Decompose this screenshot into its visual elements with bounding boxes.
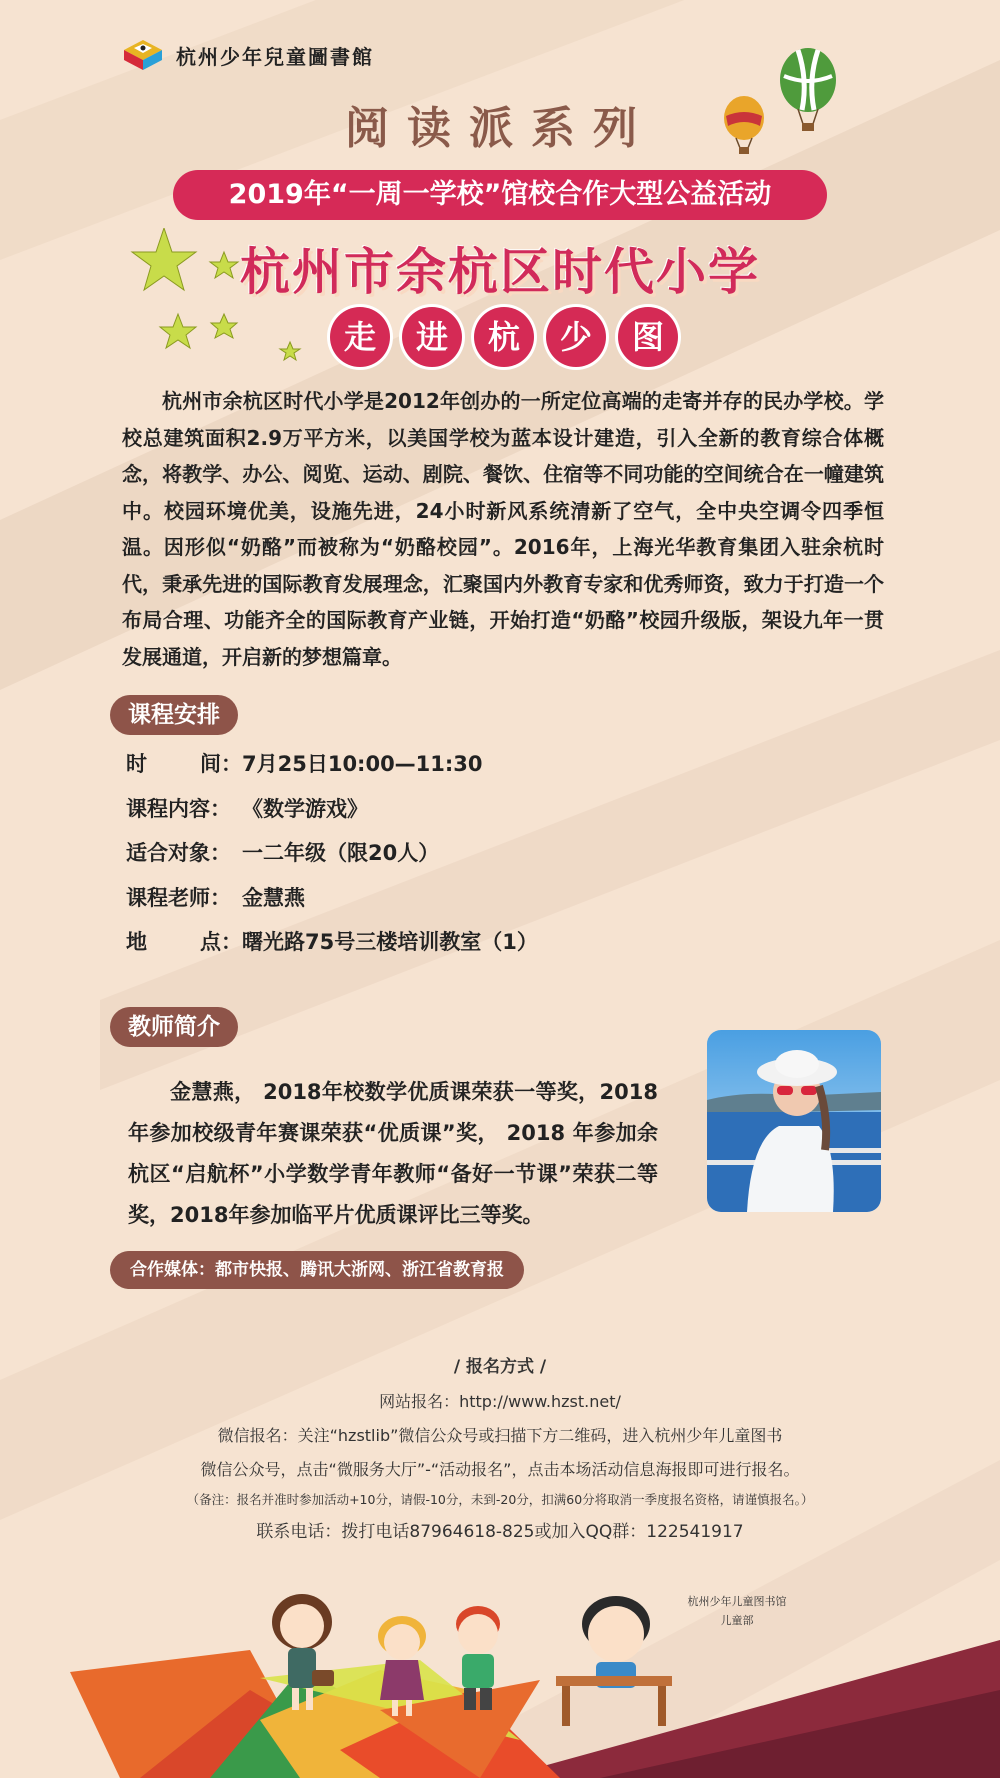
library-logo-icon <box>120 36 166 74</box>
schedule-row-content <box>126 793 538 838</box>
schedule-value: 一二年级（限20人） <box>242 841 440 865</box>
school-name: 杭州市余杭区时代小学 <box>240 243 760 301</box>
visit-char: 进 <box>402 307 462 367</box>
schedule-row-location <box>126 926 538 971</box>
teacher-bio-text: 金慧燕， 2018年校数学优质课荣获一等奖，2018年参加校级青年赛课荣获“优质课”奖， 2018 年参加余杭区“启航杯”小学数学青年教师“备好一节课”荣获二等奖，2018年参加临平片优质课评比三等奖。 <box>128 1080 658 1227</box>
registration-website: 网站报名：http://www.hzst.net/ <box>379 1392 621 1411</box>
schedule-list <box>126 748 538 971</box>
department-name: 杭州少年儿童图书馆 <box>687 1595 787 1608</box>
schedule-key-suffix: 点： <box>200 930 242 954</box>
schedule-key: 课程老师： <box>126 885 231 910</box>
department-unit: 儿童部 <box>720 1614 754 1627</box>
visit-char: 走 <box>330 307 390 367</box>
registration-heading: / 报名方式 / <box>453 1357 547 1377</box>
registration-info <box>0 1352 1000 1551</box>
schedule-key-suffix: 间： <box>200 752 242 776</box>
schedule-row-time <box>126 748 538 793</box>
teacher-photo <box>707 1030 881 1212</box>
visit-char: 杭 <box>474 307 534 367</box>
schedule-key: 适合对象： <box>126 841 231 865</box>
visit-char: 少 <box>546 307 606 367</box>
registration-note: （备注：报名并准时参加活动+10分，请假-10分，未到-20分，扣满60分将取消一季度报名资格，请谨慎报名。） <box>186 1492 814 1507</box>
schedule-value: 金慧燕 <box>242 885 305 910</box>
school-introduction <box>122 383 884 675</box>
schedule-heading: 课程安排 <box>110 695 238 735</box>
visit-char: 图 <box>618 307 678 367</box>
event-banner: 2019年“一周一学校”馆校合作大型公益活动 <box>173 170 827 220</box>
registration-wechat-line2: 微信公众号，点击“微服务大厅”-“活动报名”，点击本场活动信息海报即可进行报名。 <box>200 1460 800 1479</box>
visit-title <box>330 307 678 367</box>
children-illustration <box>0 1560 1000 1778</box>
registration-phone: 联系电话：拨打电话87964618-825或加入QQ群：122541917 <box>256 1522 744 1542</box>
schedule-value: 曙光路75号三楼培训教室（1） <box>242 930 538 954</box>
schedule-value: 7月25日10:00—11:30 <box>242 752 483 776</box>
library-logo <box>120 36 374 74</box>
schedule-value: 《数学游戏》 <box>242 796 368 821</box>
teacher-bio <box>128 1072 658 1236</box>
series-title: 阅读派系列 <box>345 103 655 154</box>
media-partners: 合作媒体：都市快报、腾讯大浙网、浙江省教育报 <box>110 1251 524 1289</box>
schedule-key: 地 <box>126 930 147 954</box>
schedule-row-audience <box>126 837 538 882</box>
library-name: 杭州少年兒童圖書館 <box>176 44 374 69</box>
schedule-key: 课程内容： <box>126 796 231 821</box>
schedule-row-teacher <box>126 882 538 927</box>
schedule-key: 时 <box>126 752 147 776</box>
kid-boy-2-icon <box>556 1596 672 1726</box>
registration-wechat-line1: 微信报名：关注“hzstlib”微信公众号或扫描下方二维码，进入杭州少年儿童图书 <box>217 1426 783 1445</box>
teacher-heading: 教师简介 <box>110 1007 238 1047</box>
intro-text: 杭州市余杭区时代小学是2012年创办的一所定位高端的走寄并存的民办学校。学校总建筑面积2.9万平方米，以美国学校为蓝本设计建造，引入全新的教育综合体概念，将教学、办公、阅览、运动、剧院、餐饮、住宿等不同功能的空间统合在一幢建筑中。校园环境优美，设施先进，24小时新风系统清新了空气，全中央空调令四季恒温。因形似“奶酪”而被称为“奶酪校园”。2016年，上海光华教育集团入驻余杭时代，秉承先进的国际教育发展理念，汇聚国内外教育专家和优秀师资，致力于打造一个布局合理、功能齐全的国际教育产业链，开始打造“奶酪”校园升级版，架设九年一贯发展通道，开启新的梦想篇章。 <box>122 389 884 669</box>
